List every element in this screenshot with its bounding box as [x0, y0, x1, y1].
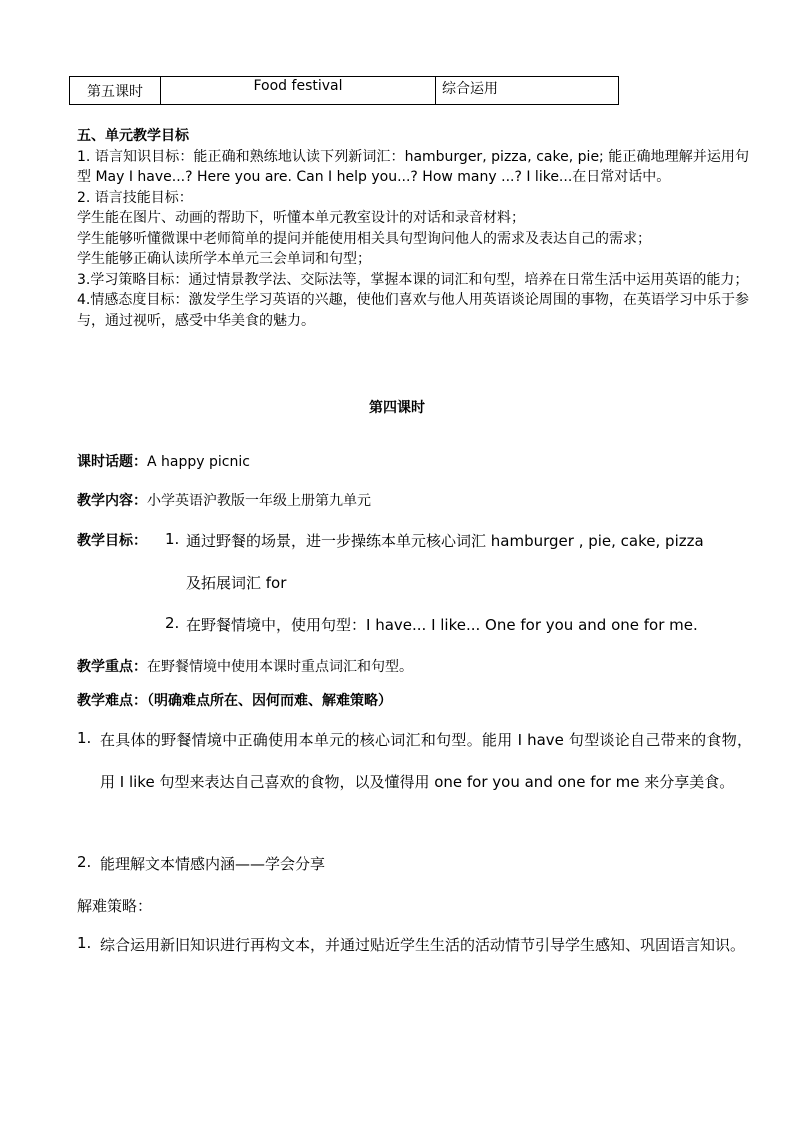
- goal-language-skills: 2. 语言技能目标：: [77, 189, 193, 206]
- skill-item: 学生能够听懂微课中老师简单的提问并能使用相关具句型询问他人的需求及表达自己的需求；: [77, 230, 651, 247]
- goal1-line1: 通过野餐的场景，进一步操练本单元核心词汇 hamburger , pie, cake, pizza: [186, 532, 704, 550]
- section-heading: 五、单元教学目标: [77, 128, 189, 144]
- list-number: 2.: [77, 853, 92, 871]
- unit-goals-section: [77, 126, 749, 331]
- topic-value: A happy picnic: [147, 454, 250, 470]
- goal-learning-strategy: 3.学习策略目标：通过情景教学法、交际法等，掌握本课的词汇和句型，培养在日常生活中运用英语的能力；: [77, 271, 749, 288]
- goal-emotional-attitude: 4.情感态度目标：激发学生学习英语的兴趣，使他们喜欢与他人用英语谈论周围的事物，在英语学习中乐于参与，通过视听，感受中华美食的魅力。: [77, 292, 749, 329]
- table-cell-lesson: 第五课时: [70, 77, 161, 105]
- table-row: [70, 77, 619, 105]
- goal-language-knowledge: 1. 语言知识目标：能正确和熟练地认读下列新词汇：hamburger, pizza, cake, pie; 能正确地理解并运用句型 May I have...? Here you are. Can I help you...? How many ...? I like...在日常对话中。: [77, 148, 749, 185]
- topic-row: [77, 451, 757, 471]
- goal2-text: 在野餐情境中，使用句型：I have... I like... One for you and one for me.: [186, 616, 698, 634]
- list-text: 在具体的野餐情境中正确使用本单元的核心词汇和句型。能用 I have 句型谈论自己带来的食物，用 I like 句型来表达自己喜欢的食物，以及懂得用 one for you and one for me 来分享美食。: [100, 731, 752, 791]
- lesson-title: 第四课时: [369, 400, 425, 416]
- goals-label: 教学目标：: [77, 533, 147, 549]
- key-label: 教学重点：: [77, 659, 147, 675]
- goal1-line2: 及拓展词汇 for: [186, 574, 287, 592]
- skill-item: 学生能在图片、动画的帮助下，听懂本单元教室设计的对话和录音材料；: [77, 210, 525, 226]
- list-text: 能理解文本情感内涵——学会分享: [100, 855, 326, 873]
- content-label: 教学内容：: [77, 493, 147, 509]
- topic-label: 课时话题：: [77, 454, 147, 470]
- content-value: 小学英语沪教版一年级上册第九单元: [147, 493, 371, 509]
- goal1-number: 1.: [165, 530, 180, 548]
- difficulty-row: [77, 690, 757, 710]
- difficulty-label: 教学难点：: [77, 693, 147, 709]
- content-row: [77, 490, 757, 510]
- goal2-number: 2.: [165, 614, 180, 632]
- skill-item: 学生能够正确认读所学本单元三会单词和句型；: [77, 251, 371, 267]
- key-row: [77, 656, 757, 676]
- table-cell-topic: Food festival: [161, 77, 436, 105]
- strategy-label: 解难策略：: [77, 897, 153, 915]
- difficulty-note: （明确难点所在、因何而难、解难策略）: [147, 693, 392, 709]
- lesson-table: [69, 76, 619, 105]
- key-value: 在野餐情境中使用本课时重点词汇和句型。: [147, 659, 413, 675]
- list-text: 综合运用新旧知识进行再构文本，并通过贴近学生生活的活动情节引导学生感知、巩固语言知识。: [100, 936, 746, 954]
- list-number: 1.: [77, 729, 92, 747]
- table-cell-type: 综合运用: [436, 77, 619, 105]
- list-number: 1.: [77, 934, 92, 952]
